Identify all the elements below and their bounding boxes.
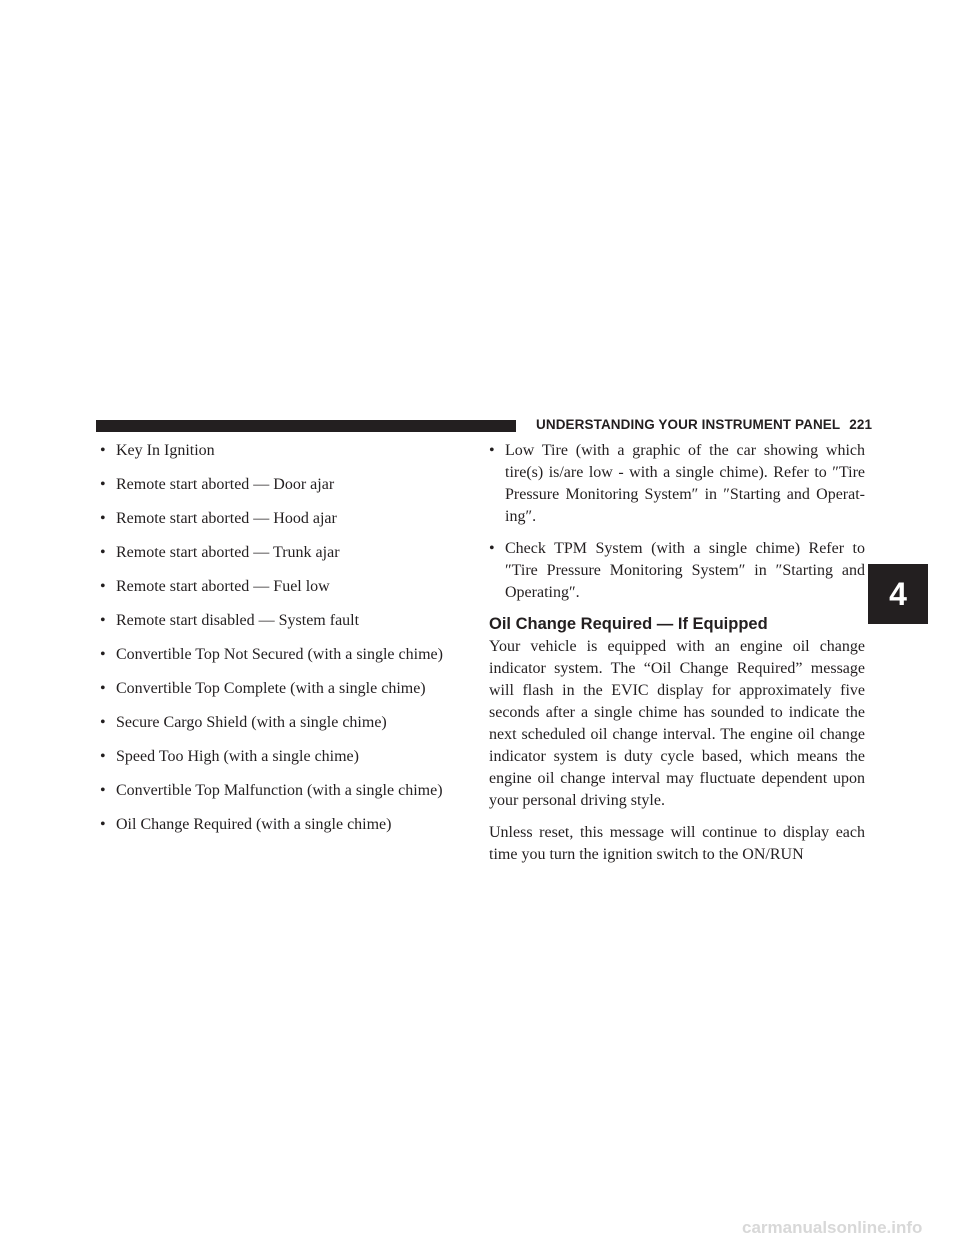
bullet-icon: • [100, 680, 106, 697]
list-item [100, 644, 470, 666]
bullet-icon: • [100, 442, 106, 459]
running-header [536, 417, 873, 432]
list-item [100, 576, 470, 598]
list-item [100, 508, 470, 530]
bullet-icon: • [100, 476, 106, 493]
list-item [100, 610, 470, 632]
bullet-icon: • [100, 646, 106, 663]
list-item [100, 542, 470, 564]
bullet-icon: • [100, 748, 106, 765]
bullet-icon: • [489, 442, 495, 459]
bullet-icon: • [100, 714, 106, 731]
bullet-icon: • [489, 540, 495, 557]
list-item-text: Remote start aborted — Fuel low [116, 578, 330, 595]
bullet-icon: • [100, 544, 106, 561]
list-item [489, 538, 865, 604]
list-item-text: Remote start aborted — Trunk ajar [116, 544, 340, 561]
left-column [100, 440, 470, 848]
bullet-icon: • [100, 782, 106, 799]
right-column [489, 440, 865, 876]
list-item [100, 474, 470, 496]
list-item-text: Remote start aborted — Hood ajar [116, 510, 337, 527]
bullet-icon: • [100, 510, 106, 527]
section-title: UNDERSTANDING YOUR INSTRUMENT PANEL [536, 417, 841, 432]
list-item [489, 440, 865, 528]
list-item [100, 712, 470, 734]
list-item-text: Secure Cargo Shield (with a single chime) [116, 714, 387, 731]
tpm-message-list [489, 440, 865, 604]
list-item-text: Convertible Top Malfunction (with a single chime) [116, 782, 443, 799]
list-item-text: Remote start disabled — System fault [116, 612, 360, 629]
list-item-text: Check TPM System (with a single chime) Refer to ″Tire Pressure Monitoring System″ in ″Starting and Operating″. [505, 540, 865, 601]
list-item-text: Key In Ignition [116, 442, 215, 459]
list-item [100, 814, 470, 836]
list-item-text: Remote start aborted — Door ajar [116, 476, 335, 493]
watermark: carmanualsonline.info [742, 1218, 923, 1237]
section-heading: Oil Change Required — If Equipped [489, 615, 768, 633]
message-list [100, 440, 470, 836]
bullet-icon: • [100, 578, 106, 595]
body-paragraph: Your vehicle is equipped with an engine oil change indicator system. The “Oil Change Required” message will flash in the EVIC display for approximately five seconds after a single chime has sounded to indicate the next scheduled oil change interval. The engine oil change indicator system is duty cycle based, which means the engine oil change interval may fluctuate dependent upon your personal driving style. [489, 638, 865, 809]
page-number: 221 [849, 417, 873, 432]
list-item [100, 746, 470, 768]
list-item-text: Oil Change Required (with a single chime) [116, 816, 392, 833]
list-item-text: Speed Too High (with a single chime) [116, 748, 359, 765]
list-item [100, 780, 470, 802]
chapter-tab: 4 [868, 564, 928, 624]
list-item-text: Low Tire (with a graphic of the car showing which tire(s) is/are low - with a single chime). Refer to ″Tire Pressure Monitoring System″ in ″Starting and Operat-ing″. [505, 442, 865, 525]
list-item-text: Convertible Top Complete (with a single chime) [116, 680, 426, 697]
bullet-icon: • [100, 612, 106, 629]
list-item-text: Convertible Top Not Secured (with a single chime) [116, 646, 443, 663]
list-item [100, 440, 470, 462]
list-item [100, 678, 470, 700]
bullet-icon: • [100, 816, 106, 833]
header-rule [96, 420, 516, 432]
body-paragraph: Unless reset, this message will continue to display each time you turn the ignition switch to the ON/RUN [489, 824, 865, 863]
